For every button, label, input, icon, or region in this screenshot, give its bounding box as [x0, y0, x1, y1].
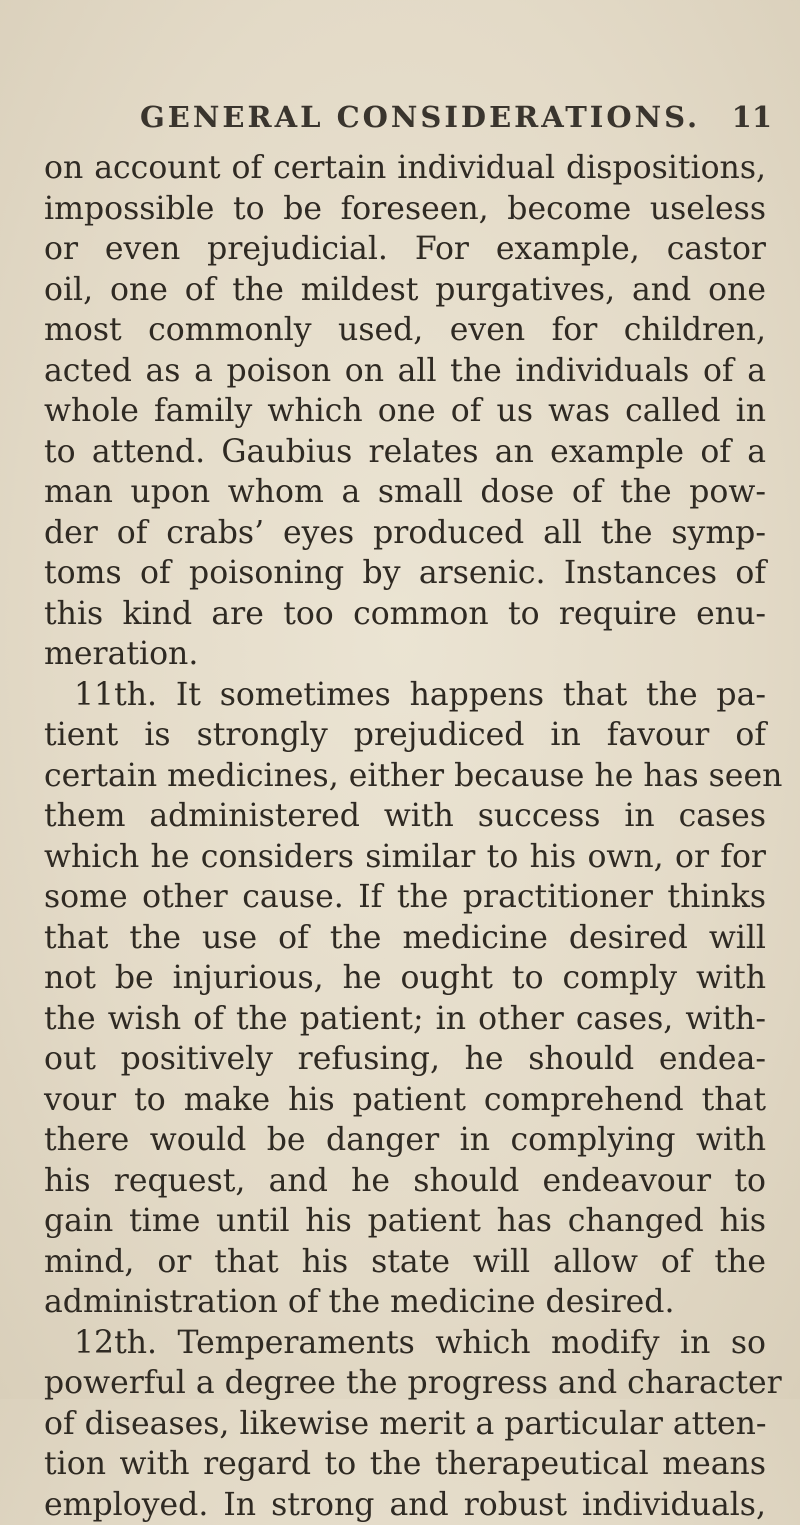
text-line: on account of certain individual dispositions, [44, 148, 766, 189]
text-line: man upon whom a small dose of the pow- [44, 472, 766, 513]
page-number: 11 [732, 100, 772, 134]
text-line: to attend. Gaubius relates an example of a [44, 432, 766, 473]
text-line: there would be danger in complying with [44, 1120, 766, 1161]
text-line: powerful a degree the progress and character [44, 1363, 766, 1404]
text-line: of diseases, likewise merit a particular atten- [44, 1404, 766, 1445]
text-line: or even prejudicial. For example, castor [44, 229, 766, 270]
text-line: certain medicines, either because he has seen [44, 756, 766, 797]
text-line: his request, and he should endeavour to [44, 1161, 766, 1202]
text-line: tient is strongly prejudiced in favour of [44, 715, 766, 756]
text-line: whole family which one of us was called in [44, 391, 766, 432]
text-line: not be injurious, he ought to comply with [44, 958, 766, 999]
text-line: der of crabs’ eyes produced all the symp- [44, 513, 766, 554]
text-line: which he considers similar to his own, or for [44, 837, 766, 878]
text-line: administration of the medicine desired. [44, 1282, 766, 1323]
text-line: them administered with success in cases [44, 796, 766, 837]
text-line: meration. [44, 634, 766, 675]
text-line: some other cause. If the practitioner thinks [44, 877, 766, 918]
text-line: mind, or that his state will allow of the [44, 1242, 766, 1283]
text-line: oil, one of the mildest purgatives, and one [44, 270, 766, 311]
running-head [120, 100, 772, 140]
text-line: toms of poisoning by arsenic. Instances of [44, 553, 766, 594]
text-line: that the use of the medicine desired will [44, 918, 766, 959]
text-line: tion with regard to the therapeutical means [44, 1444, 766, 1485]
text-line: the wish of the patient; in other cases, with- [44, 999, 766, 1040]
text-line: this kind are too common to require enu- [44, 594, 766, 635]
paragraph-start-line: 12th. Temperaments which modify in so [44, 1323, 766, 1364]
paragraph-start-line: 11th. It sometimes happens that the pa- [44, 675, 766, 716]
text-line: impossible to be foreseen, become useless [44, 189, 766, 230]
text-line: most commonly used, even for children, [44, 310, 766, 351]
body-text [44, 148, 766, 1525]
text-line: employed. In strong and robust individuals, [44, 1485, 766, 1525]
text-line: acted as a poison on all the individuals of a [44, 351, 766, 392]
text-line: vour to make his patient comprehend that [44, 1080, 766, 1121]
text-line: gain time until his patient has changed his [44, 1201, 766, 1242]
running-head-title: GENERAL CONSIDERATIONS. [140, 100, 700, 134]
text-line: out positively refusing, he should endea- [44, 1039, 766, 1080]
